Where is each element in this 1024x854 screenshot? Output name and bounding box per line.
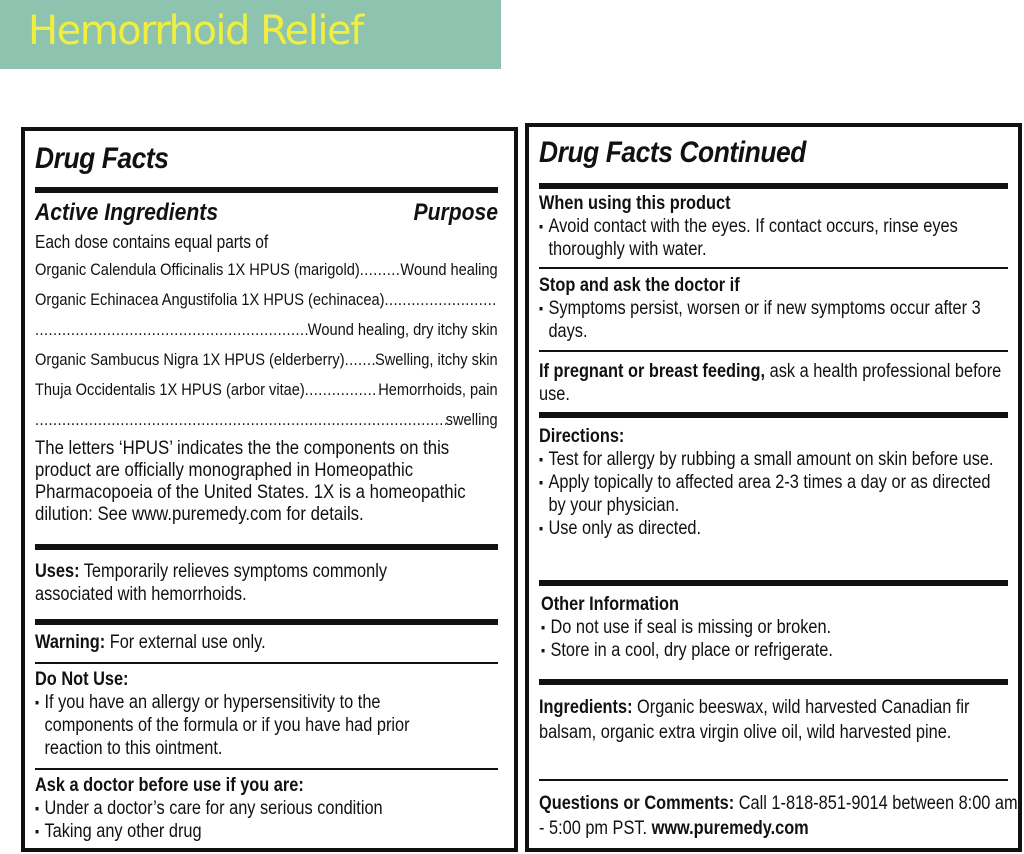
- section-divider: [539, 779, 1008, 781]
- directions-text: Use only as directed.: [548, 518, 702, 539]
- bullet-icon: ▪: [539, 218, 544, 234]
- section-divider: [539, 350, 1008, 352]
- questions-label: Questions or Comments:: [539, 793, 735, 814]
- ingredient-list: [35, 255, 498, 435]
- do-not-use-item: [35, 691, 465, 760]
- warning-section: [35, 631, 497, 654]
- other-information-item: [541, 639, 997, 662]
- uses-label: Uses:: [35, 561, 80, 582]
- ingredients-section: [539, 695, 1021, 745]
- directions-label: Directions:: [539, 426, 625, 447]
- other-information-section: [541, 593, 997, 662]
- ingredient-purpose: Wound healing: [400, 260, 498, 279]
- pregnant-section: [539, 360, 1016, 406]
- questions-section: [539, 791, 1021, 841]
- do-not-use-section: [35, 668, 465, 760]
- ask-doctor-item: [35, 797, 465, 820]
- uses-text: Temporarily relieves symptoms commonly associated with hemorrhoids.: [35, 561, 388, 605]
- leader-dots: [384, 285, 497, 315]
- bullet-icon: ▪: [35, 694, 40, 710]
- other-information-label: Other Information: [541, 594, 679, 615]
- section-divider: [35, 187, 498, 193]
- when-using-text: Avoid contact with the eyes. If contact occurs, rinse eyes thoroughly with water.: [548, 216, 958, 260]
- section-divider: [539, 412, 1008, 418]
- stop-section: [539, 274, 1016, 343]
- ingredient-purpose: Swelling, itchy skin: [374, 350, 498, 369]
- do-not-use-list: [35, 691, 465, 760]
- ingredient-name: Thuja Occidentalis 1X HPUS (arbor vitae): [35, 380, 305, 399]
- bullet-icon: ▪: [35, 800, 40, 816]
- do-not-use-label: Do Not Use:: [35, 669, 129, 690]
- drug-facts-continued-panel: [525, 123, 1022, 852]
- ask-doctor-list: [35, 797, 465, 843]
- directions-item: [539, 517, 995, 540]
- ask-doctor-item: [35, 820, 465, 843]
- pregnant-text: ask a health professional before use.: [539, 361, 1002, 405]
- website-link[interactable]: www.puremedy.com: [651, 818, 809, 839]
- directions-list: [539, 448, 995, 540]
- stop-list: [539, 297, 1016, 343]
- dose-intro: Each dose contains equal parts of: [35, 232, 269, 252]
- ingredient-row: [35, 315, 498, 345]
- section-divider: [539, 679, 1008, 685]
- active-ingredients-header: [35, 199, 498, 229]
- directions-item: [539, 448, 995, 471]
- ask-doctor-text: Under a doctor’s care for any serious condition: [44, 798, 383, 819]
- bullet-icon: ▪: [539, 520, 544, 536]
- bullet-icon: ▪: [539, 451, 544, 467]
- directions-text: Test for allergy by rubbing a small amount on skin before use.: [548, 449, 994, 470]
- stop-item: [539, 297, 1016, 343]
- section-divider: [35, 544, 498, 550]
- ingredients-label: Ingredients:: [539, 697, 633, 718]
- product-banner: [0, 0, 501, 69]
- ask-doctor-text: Taking any other drug: [44, 821, 202, 842]
- ingredient-row: [35, 405, 498, 435]
- ingredient-name: Organic Calendula Officinalis 1X HPUS (marigold): [35, 260, 360, 279]
- ingredients-text: Organic beeswax, wild harvested Canadian fir balsam, organic extra virgin olive oil, wild harvested pine.: [539, 697, 970, 743]
- other-information-text: Store in a cool, dry place or refrigerate.: [550, 640, 833, 661]
- uses-section: [35, 560, 465, 606]
- bullet-icon: ▪: [541, 619, 546, 635]
- leader-dots: [360, 255, 401, 285]
- drug-facts-continued-title: Drug Facts Continued: [539, 136, 806, 169]
- when-using-item: [539, 215, 1016, 261]
- other-information-list: [541, 616, 997, 662]
- bullet-icon: ▪: [539, 300, 544, 316]
- pregnant-label: If pregnant or breast feeding,: [539, 361, 766, 382]
- ingredient-purpose: Hemorrhoids, pain: [378, 380, 498, 399]
- ingredient-row: [35, 345, 498, 375]
- section-divider: [539, 267, 1008, 269]
- ingredient-purpose: swelling: [445, 410, 498, 429]
- bullet-icon: ▪: [539, 474, 544, 490]
- do-not-use-text: If you have an allergy or hypersensitivity to the components of the formula or if you have had prior reaction to this ointment.: [44, 692, 410, 759]
- ingredient-purpose: Wound healing, dry itchy skin: [307, 320, 498, 339]
- directions-item: [539, 471, 995, 517]
- section-divider: [539, 580, 1008, 586]
- leader-dots: [35, 315, 308, 345]
- leader-dots: [35, 405, 446, 435]
- ingredient-row: [35, 285, 498, 315]
- section-divider: [35, 662, 498, 664]
- other-information-item: [541, 616, 997, 639]
- directions-text: Apply topically to affected area 2-3 times a day or as directed by your physician.: [548, 472, 991, 516]
- ingredient-name: Organic Echinacea Angustifolia 1X HPUS (echinacea): [35, 290, 385, 309]
- other-information-text: Do not use if seal is missing or broken.: [550, 617, 832, 638]
- when-using-label: When using this product: [539, 193, 731, 214]
- section-divider: [35, 619, 498, 625]
- ingredient-row: [35, 375, 498, 405]
- stop-text: Symptoms persist, worsen or if new symptoms occur after 3 days.: [548, 298, 981, 342]
- questions-text: Call 1-818-851-9014 between 8:00 am - 5:00 pm PST.: [539, 793, 1018, 839]
- active-ingredients-label: Active Ingredients: [35, 199, 219, 226]
- warning-text: For external use only.: [105, 632, 266, 653]
- drug-facts-title: Drug Facts: [35, 142, 169, 175]
- bullet-icon: ▪: [35, 823, 40, 839]
- leader-dots: [305, 375, 378, 405]
- warning-label: Warning:: [35, 632, 106, 653]
- section-divider: [539, 183, 1008, 189]
- directions-section: [539, 425, 995, 540]
- section-divider: [35, 768, 498, 770]
- stop-label: Stop and ask the doctor if: [539, 275, 740, 296]
- ask-doctor-label: Ask a doctor before use if you are:: [35, 775, 304, 796]
- product-title: Hemorrhoid Relief: [28, 8, 363, 54]
- drug-facts-panel: [21, 127, 518, 852]
- leader-dots: [345, 345, 375, 375]
- ingredient-row: [35, 255, 498, 285]
- purpose-label: Purpose: [413, 199, 498, 226]
- ingredient-name: Organic Sambucus Nigra 1X HPUS (elderberry): [35, 350, 345, 369]
- hpus-note: The letters ‘HPUS’ indicates the the components on this product are officially monographed in Homeopathic Pharmacopoeia of the United States. 1X is a homeopathic dilution: See www.puremedy.com for details.: [35, 437, 466, 525]
- bullet-icon: ▪: [541, 642, 546, 658]
- when-using-section: [539, 192, 1016, 261]
- ask-doctor-section: [35, 774, 465, 843]
- when-using-list: [539, 215, 1016, 261]
